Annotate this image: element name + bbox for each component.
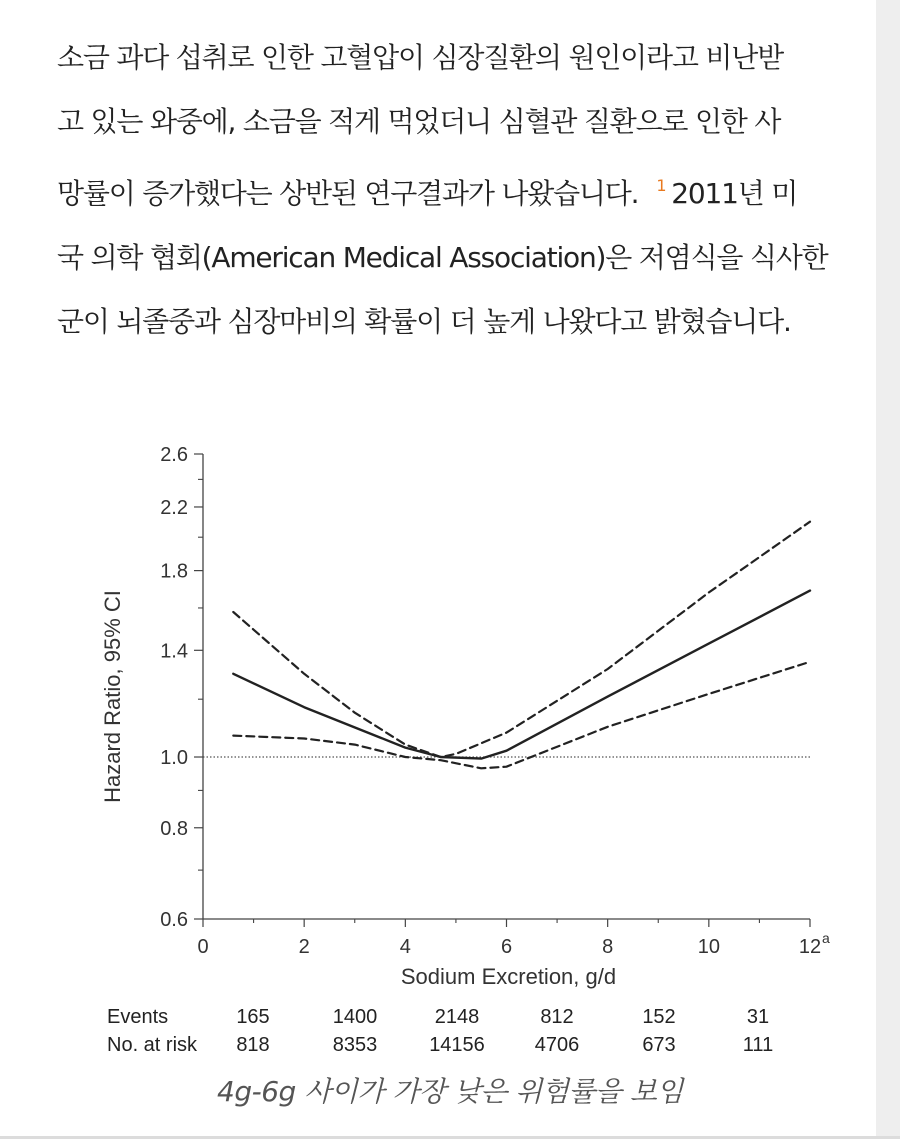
x-tick-label: 6 — [500, 936, 513, 958]
y-tick-label: 1.8 — [160, 560, 188, 583]
y-tick-label: 2.6 — [160, 444, 188, 466]
x-tick-label: 12 — [798, 936, 822, 958]
article-line-3 — [57, 154, 857, 226]
risk-table-cell: 14156 — [429, 1034, 485, 1056]
x-tick-label: 8 — [602, 936, 614, 958]
risk-table-cell: 165 — [236, 1006, 270, 1028]
y-tick-label: 1.4 — [160, 640, 188, 663]
risk-table-cell: 4706 — [534, 1034, 580, 1056]
risk-table-cell: 31 — [746, 1006, 770, 1028]
risk-table-cell: 111 — [742, 1034, 774, 1056]
x-tick-label: 10 — [697, 936, 720, 958]
x-tick-superscript: a — [822, 930, 830, 946]
risk-table-cell: 812 — [540, 1006, 574, 1028]
article-text — [57, 26, 857, 354]
risk-table-cell: 1400 — [332, 1006, 378, 1028]
article-line-4: 국 의학 협회(American Medical Association)은 저염식을 식사한 — [57, 241, 828, 274]
lower-ci-line — [233, 662, 810, 769]
article-line-2: 고 있는 와중에, 소금을 적게 먹었더니 심혈관 질환으로 인한 사 — [57, 105, 781, 138]
y-tick-label: 0.8 — [160, 817, 188, 840]
article-line-1: 소금 과다 섭취로 인한 고혈압이 심장질환의 원인이라고 비난받 — [57, 41, 783, 74]
risk-table-cell: 2148 — [434, 1006, 480, 1028]
article-line-3-tail: 2011년 미 — [671, 177, 798, 210]
x-tick-label: 2 — [298, 936, 310, 958]
hazard-ratio-chart — [0, 430, 876, 1060]
risk-table-events-label: Events — [107, 1006, 169, 1028]
x-tick-label: 0 — [197, 936, 209, 958]
risk-table-cell: 152 — [642, 1006, 676, 1028]
hazard-ratio-line — [233, 591, 810, 759]
y-tick-label: 1.0 — [160, 747, 188, 770]
y-axis-title: Hazard Ratio, 95% CI — [100, 590, 125, 803]
x-axis-title: Sodium Excretion, g/d — [400, 964, 617, 989]
footnote-link[interactable]: 1 — [656, 176, 666, 195]
y-tick-label: 2.2 — [160, 496, 188, 519]
risk-table-at-risk-label: No. at risk — [107, 1034, 198, 1056]
risk-table-cell: 818 — [236, 1034, 270, 1056]
risk-table-cell: 8353 — [332, 1034, 378, 1056]
x-tick-label: 4 — [399, 936, 411, 958]
upper-ci-line — [233, 522, 810, 757]
article-line-5: 군이 뇌졸중과 심장마비의 확률이 더 높게 나왔다고 밝혔습니다. — [57, 305, 791, 338]
figure-caption: 4g-6g 사이가 가장 낮은 위험률을 보임 — [217, 1075, 683, 1108]
y-tick-label: 0.6 — [160, 909, 188, 931]
article-line-3-text: 망률이 증가했다는 상반된 연구결과가 나왔습니다. — [57, 177, 639, 210]
page-edge-right — [876, 0, 900, 1139]
risk-table-cell: 673 — [642, 1034, 676, 1056]
